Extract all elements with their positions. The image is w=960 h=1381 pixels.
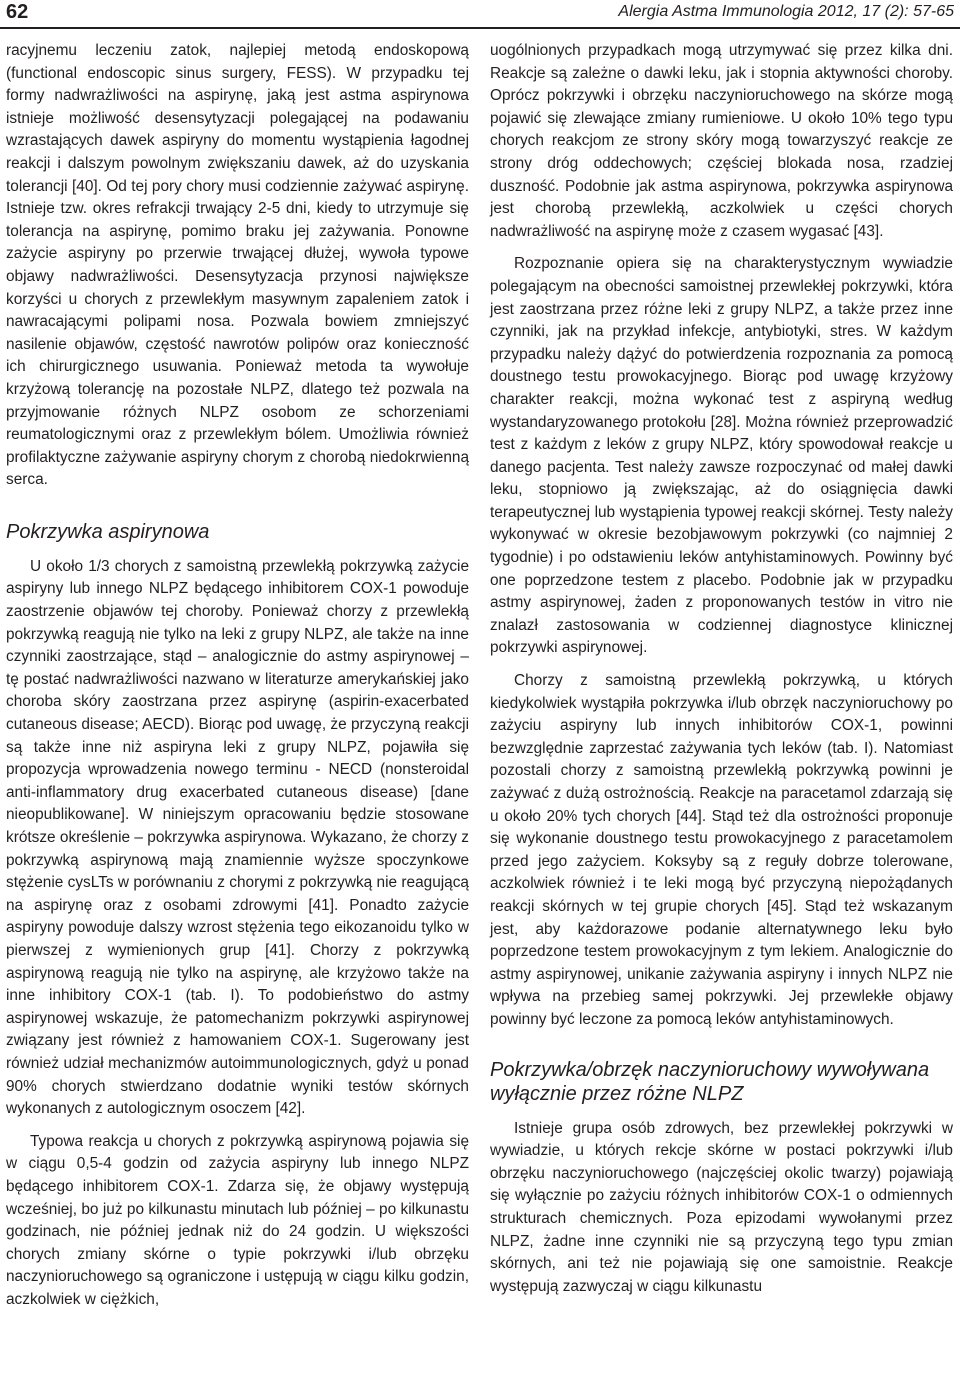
journal-reference: Alergia Astma Immunologia 2012, 17 (2): 57-65 xyxy=(618,3,954,20)
header-rule xyxy=(0,27,960,29)
left-column xyxy=(6,40,469,1311)
paragraph: Chorzy z samoistną przewlekłą pokrzywką, u których kiedykolwiek wystąpiła pokrzywka i/lub obrzęk naczynioruchowy po zażyciu aspiryny lub innych inhibitorów COX-1, powinni bezwzględnie zaprzestać zażywania tych leków (tab. I). Natomiast pozostali chorzy z samoistną przewlekłą pokrzywką powinni je zażywać z dużą ostrożnością. Reakcje na paracetamol zdarzają się u około 20% tych chorych [44]. Stąd też dla ostrożności proponuje się wykonanie doustnego testu prowokacyjnego z paracetamolem przed jego zażyciem. Koksyby są z reguły dobrze tolerowane, aczkolwiek również i te leki mogą być przyczyną niepożądanych reakcji skórnych w tej grupie chorych [45]. Stąd też wskazanym jest, aby każdorazowe podanie alternatywnego leku było poprzedzone testem prowokacyjnym z tym lekiem. Analogicznie do astmy aspirynowej, unikanie zażywania aspiryny i innych NLPZ nie wpływa na przebieg samej pokrzywki. Jej przewlekłe objawy powinny być leczone za pomocą leków antyhistaminowych. xyxy=(490,672,953,1028)
right-column xyxy=(490,40,953,1298)
section-heading: Pokrzywka aspirynowa xyxy=(6,520,210,543)
paragraph: uogólnionych przypadkach mogą utrzymywać się przez kilka dni. Reakcje są zależne o dawki leku, jak i stopnia aktywności choroby. Oprócz pokrzywki i obrzęku naczynioruchowego na skórze mogą pojawić się zlewające zmiany rumieniowe. U około 10% tego typu chorych reakcjom ze strony skóry mogą towarzyszyć reakcje ze strony dróg oddechowych; częściej blokada nosa, rzadziej duszność. Podobnie jak astma aspirynowa, pokrzywka aspirynowa jest chorobą przewlekłą, aczkolwiek u części chorych nadwrażliwość na aspirynę może z czasem wygasać [43]. xyxy=(490,42,953,240)
page-number: 62 xyxy=(6,1,29,23)
paragraph: Typowa reakcja u chorych z pokrzywką aspirynową pojawia się w ciągu 0,5-4 godzin od zażycia aspiryny lub innego NLPZ będącego inhibitorem COX-1. Zdarza się, że objawy występują wcześniej, bo już po kilkunastu minutach lub później – po kilkunastu godzinach, nie później jednak niż do 24 godzin. U większości chorych zmiany skórne o typie pokrzywki i/lub obrzęku naczynioruchowego są ograniczone i ustępują w ciągu kilku godzin, aczkolwiek w ciężkich, xyxy=(6,1132,469,1308)
section-heading: Pokrzywka/obrzęk naczynioruchowy wywoływana wyłącznie przez różne NLPZ xyxy=(490,1058,930,1105)
paragraph: Istnieje grupa osób zdrowych, bez przewlekłej pokrzywki w wywiadzie, u których rekcje skórne w postaci pokrzywki i/lub obrzęku naczynioruchowego (najczęściej okolic twarzy) pojawiają się wyłącznie po zażyciu różnych inhibitorów COX-1 o odmiennych strukturach chemicznych. Poza epizodami wywołanymi przez NLPZ, żadne inne czynniki nie są przyczyną tego typu zmian skórnych, ani też nie pojawiają się one samoistnie. Reakcje występują zazwyczaj w ciągu kilkunastu xyxy=(490,1119,953,1295)
paragraph: Rozpoznanie opiera się na charakterystycznym wywiadzie polegającym na obecności samoistnej przewlekłej pokrzywki, która jest zaostrzana przez różne leki z grupy NLPZ, a także przez inne czynniki, jak na przykład infekcje, antybiotyki, stres. W każdym przypadku należy dążyć do potwierdzenia rozpoznania za pomocą doustnego testu prowokacyjnego. Biorąc pod uwagę krzyżowy charakter reakcji, można wykonać test z aspiryną według wystandaryzowanego protokołu [28]. Można również przeprowadzić test z każdym z leków z grupy NLPZ, który spowodował reakcje u danego pacjenta. Test należy zawsze rozpoczynać od małej dawki leku, stopniowo ją zwiększając, aż do osiągnięcia dawki terapeutycznej lub wystąpienia typowej reakcji skórnej. Testy należy wykonywać w okresie bezobjawowym pokrzywki (co najmniej 2 tygodnie) i po odstawieniu leków antyhistaminowych. Powinny być one poprzedzone testem z placebo. Podobnie jak w przypadku astmy aspirynowej, żaden z proponowanych testów in vitro nie znalazł zastosowania w codziennej diagnostyce klinicznej pokrzywki aspirynowej. xyxy=(490,255,953,657)
paragraph: U około 1/3 chorych z samoistną przewlekłą pokrzywką zażycie aspiryny lub innego NLPZ będącego inhibitorem COX-1 powoduje zaostrzenie objawów tej choroby. Ponieważ chorzy z przewlekłą pokrzywką reagują nie tylko na leki z grupy NLPZ, ale także na inne czynniki zaostrzające, stąd – analogicznie do astmy aspirynowej – tę postać nadwrażliwości nazwano w literaturze amerykańskiej jako choroba skóry zaostrzana przez aspirynę (aspirin-exacerbated cutaneous disease; AECD). Biorąc pod uwagę, że przyczyną reakcji są także inne niż aspiryna leki z grupy NLPZ, pojawiła się propozycja wprowadzenia nowego terminu - NECD (nonsteroidal anti-inflammatory drug exacerbated cutaneous disease) [dane nieopublikowane]. W niniejszym opracowaniu będzie stosowane krótsze określenie – pokrzywka aspirynowa. Wykazano, że chorzy z pokrzywką aspirynową mają znamiennie wyższe spoczynkowe stężenie cysLTs w porównaniu z chorymi z pokrzywką nie reagującą na aspirynę oraz z osobami zdrowymi [41]. Ponadto zażycie aspiryny powoduje dalszy wzrost stężenia tego eikozanoidu tylko w pierwszej z wymienionych grup [41]. Chorzy z pokrzywką aspirynową reagują nie tylko na aspirynę, ale krzyżowo także na inne inhibitory COX-1 (tab. I). To podobieństwo do astmy aspirynowej wskazuje, że patomechanizm pokrzywki aspirynowej związany jest również z hamowaniem COX-1. Sugerowany jest również udział mechanizmów autoimmunologicznych, gdyż u ponad 90% chorych stwierdzano dodatnie wyniki testów skórnych wykonanych z autologicznym osoczem [42]. xyxy=(6,557,469,1118)
paragraph: racyjnemu leczeniu zatok, najlepiej metodą endoskopową (functional endoscopic sinus surgery, FESS). W przypadku tej formy nadwrażliwości na aspirynę, jaką jest astma aspirynowa istnieje możliwość desensytyzacji polegającej na podawaniu wzrastających dawek aspiryny do momentu wystąpienia łagodnej reakcji i dalszym powolnym zwiększaniu dawek, aż do uzyskania tolerancji [40]. Od tej pory chory musi codziennie zażywać aspirynę. Istnieje tzw. okres refrakcji trwający 2-5 dni, kiedy to utrzymuje się tolerancja na aspirynę, pomimo braku jej zażywania. Ponowne zażycie aspiryny po przerwie trwającej dłużej, wywoła typowe objawy nadwrażliwości. Desensytyzacja przynosi największe korzyści u chorych z przewlekłym masywnym zapaleniem zatok i nawracającymi polipami nosa. Pozwala bowiem zmniejszyć nasilenie objawów, częstość nawrotów polipów oraz konieczność ich chirurgicznego usuwania. Ponieważ metoda ta wywołuje krzyżową tolerancję na pozostałe NLPZ, dlatego też pozwala na przyjmowanie różnych NLPZ osobom ze schorzeniami reumatologicznymi oraz z przewlekłym bólem. Umożliwia również profilaktyczne zażywanie aspiryny chorym z chorobą niedokrwienną serca. xyxy=(6,42,469,489)
